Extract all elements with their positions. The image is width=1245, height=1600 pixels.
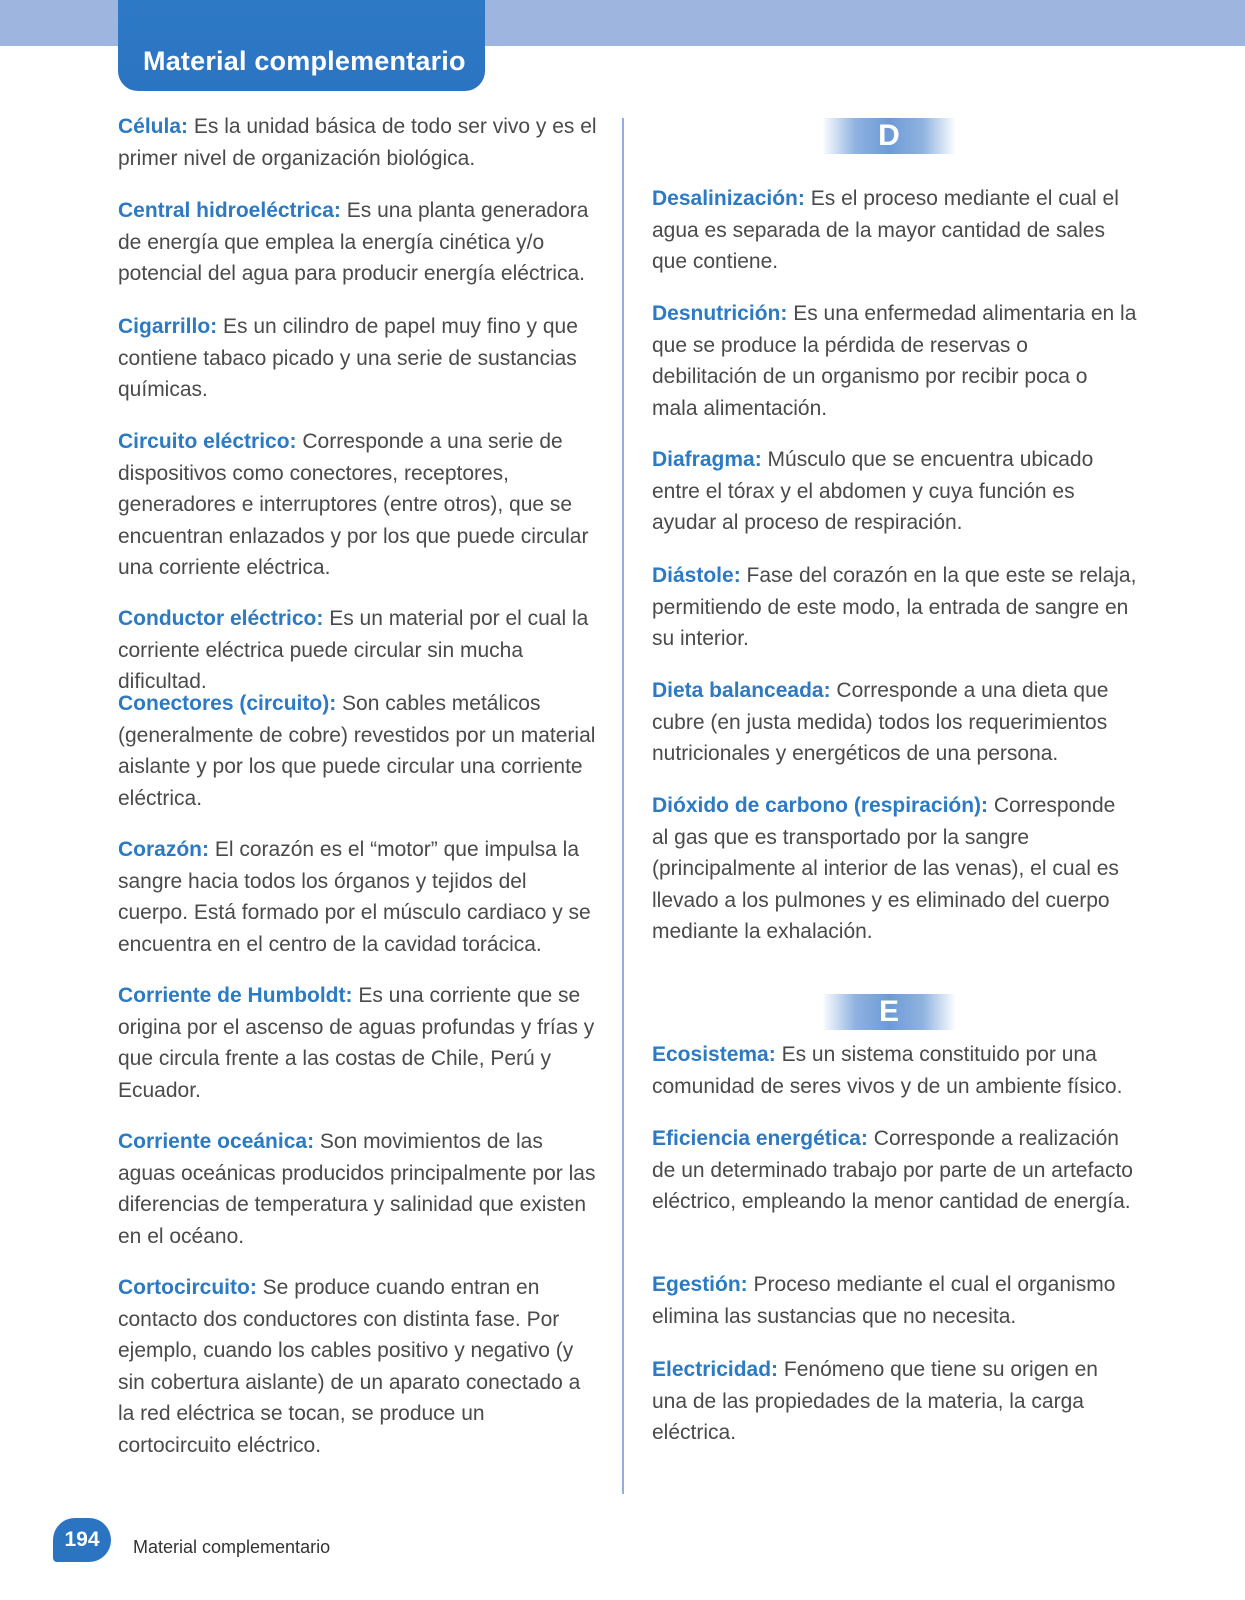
- glossary-term: Cigarrillo:: [118, 315, 218, 338]
- glossary-term: Corazón:: [118, 838, 209, 861]
- glossary-term: Conectores (circuito):: [118, 692, 337, 715]
- glossary-definition: Es una planta generadora de energía que emplea la energía cinética y/o potencial del agua para producir energía eléctrica.: [118, 199, 589, 285]
- glossary-entry: [652, 444, 1137, 539]
- glossary-term: Diástole:: [652, 564, 741, 587]
- glossary-entry: [118, 195, 598, 290]
- glossary-term: Desalinización:: [652, 187, 805, 210]
- glossary-definition: Fenómeno que tiene su origen en una de las propiedades de la materia, la carga eléctrica.: [652, 1358, 1098, 1444]
- glossary-entry: [652, 1123, 1137, 1218]
- glossary-definition: Es un cilindro de papel muy fino y que contiene tabaco picado y una serie de sustancias químicas.: [118, 315, 578, 401]
- glossary-term: Circuito eléctrico:: [118, 430, 297, 453]
- glossary-definition: Es el proceso mediante el cual el agua es separada de la mayor cantidad de sales que contiene.: [652, 187, 1119, 273]
- glossary-term: Diafragma:: [652, 448, 762, 471]
- section-letter-d: [822, 118, 956, 154]
- glossary-entry: [118, 980, 598, 1106]
- glossary-entry: [652, 298, 1137, 424]
- glossary-definition: Fase del corazón en la que este se relaja, permitiendo de este modo, la entrada de sangre en su interior.: [652, 564, 1137, 650]
- glossary-definition: Corresponde a una serie de dispositivos como conectores, receptores, generadores e interruptores (entre otros), que se encuentran enlazados y por los que puede circular una corriente eléctrica.: [118, 430, 589, 579]
- footer-label: Material complementario: [133, 1537, 331, 1557]
- glossary-entry: [118, 426, 598, 584]
- glossary-entry: [118, 1272, 598, 1461]
- glossary-definition: Es un sistema constituido por una comunidad de seres vivos y de un ambiente físico.: [652, 1043, 1123, 1098]
- glossary-entry: [118, 1126, 598, 1252]
- glossary-definition: Es la unidad básica de todo ser vivo y es el primer nivel de organización biológica.: [118, 115, 597, 170]
- glossary-term: Ecosistema:: [652, 1043, 776, 1066]
- glossary-definition: Son cables metálicos (generalmente de cobre) revestidos por un material aislante y por los que puede circular una corriente eléctrica.: [118, 692, 596, 810]
- glossary-term: Conductor eléctrico:: [118, 607, 324, 630]
- page-number: 194: [64, 1528, 100, 1551]
- glossary-definition: El corazón es el “motor” que impulsa la sangre hacia todos los órganos y tejidos del cuerpo. Está formado por el músculo cardiaco y se encuentra en el centro de la cavidad torácica.: [118, 838, 591, 956]
- glossary-term: Corriente de Humboldt:: [118, 984, 353, 1007]
- glossary-term: Corriente oceánica:: [118, 1130, 315, 1153]
- glossary-term: Célula:: [118, 115, 189, 138]
- glossary-definition: Corresponde a una dieta que cubre (en justa medida) todos los requerimientos nutricionales y energéticos de una persona.: [652, 679, 1109, 765]
- glossary-definition: Músculo que se encuentra ubicado entre el tórax y el abdomen y cuya función es ayudar al proceso de respiración.: [652, 448, 1094, 534]
- glossary-entry: [652, 675, 1137, 770]
- glossary-definition: Proceso mediante el cual el organismo elimina las sustancias que no necesita.: [652, 1273, 1116, 1328]
- glossary-definition: Se produce cuando entran en contacto dos conductores con distinta fase. Por ejemplo, cuando los cables positivo y negativo (y sin cobertura aislante) de un aparato conectado a la red eléctrica se tocan, se produce un cortocircuito eléctrico.: [118, 1276, 581, 1457]
- glossary-definition: Son movimientos de las aguas oceánicas producidos principalmente por las diferencias de temperatura y salinidad que existen en el océano.: [118, 1130, 596, 1248]
- glossary-term: Central hidroeléctrica:: [118, 199, 341, 222]
- glossary-entry: [118, 111, 598, 174]
- glossary-entry: [652, 183, 1137, 278]
- glossary-entry: [118, 688, 598, 814]
- glossary-entry: [652, 560, 1137, 655]
- glossary-term: Electricidad:: [652, 1358, 779, 1381]
- glossary-definition: Es un material por el cual la corriente eléctrica puede circular sin mucha dificultad.: [118, 607, 589, 693]
- column-divider: [622, 118, 624, 1494]
- section-letter: E: [878, 995, 899, 1028]
- glossary-term: Desnutrición:: [652, 302, 788, 325]
- glossary-entry: [652, 1039, 1137, 1102]
- glossary-entry: [652, 790, 1137, 948]
- glossary-term: Dieta balanceada:: [652, 679, 831, 702]
- glossary-definition: Corresponde al gas que es transportado por la sangre (principalmente al interior de las venas), el cual es llevado a los pulmones y es eliminado del cuerpo mediante la exhalación.: [652, 794, 1119, 943]
- glossary-term: Dióxido de carbono (respiración):: [652, 794, 989, 817]
- glossary-term: Eficiencia energética:: [652, 1127, 868, 1150]
- glossary-definition: Es una corriente que se origina por el ascenso de aguas profundas y frías y que circula frente a las costas de Chile, Perú y Ecuador.: [118, 984, 595, 1102]
- glossary-entry: [118, 311, 598, 406]
- glossary-term: Cortocircuito:: [118, 1276, 257, 1299]
- section-letter-e: [822, 994, 956, 1030]
- glossary-entry: [118, 834, 598, 960]
- glossary-definition: Corresponde a realización de un determinado trabajo por parte de un artefacto eléctrico, empleando la menor cantidad de energía.: [652, 1127, 1133, 1213]
- page-title: Material complementario: [143, 46, 466, 76]
- section-letter: D: [878, 119, 900, 152]
- glossary-definition: Es una enfermedad alimentaria en la que se produce la pérdida de reservas o debilitación de un organismo por recibir poca o mala alimentación.: [652, 302, 1137, 420]
- glossary-entry: [652, 1269, 1137, 1332]
- glossary-entry: [652, 1354, 1137, 1449]
- glossary-term: Egestión:: [652, 1273, 748, 1296]
- glossary-entry: [118, 603, 598, 698]
